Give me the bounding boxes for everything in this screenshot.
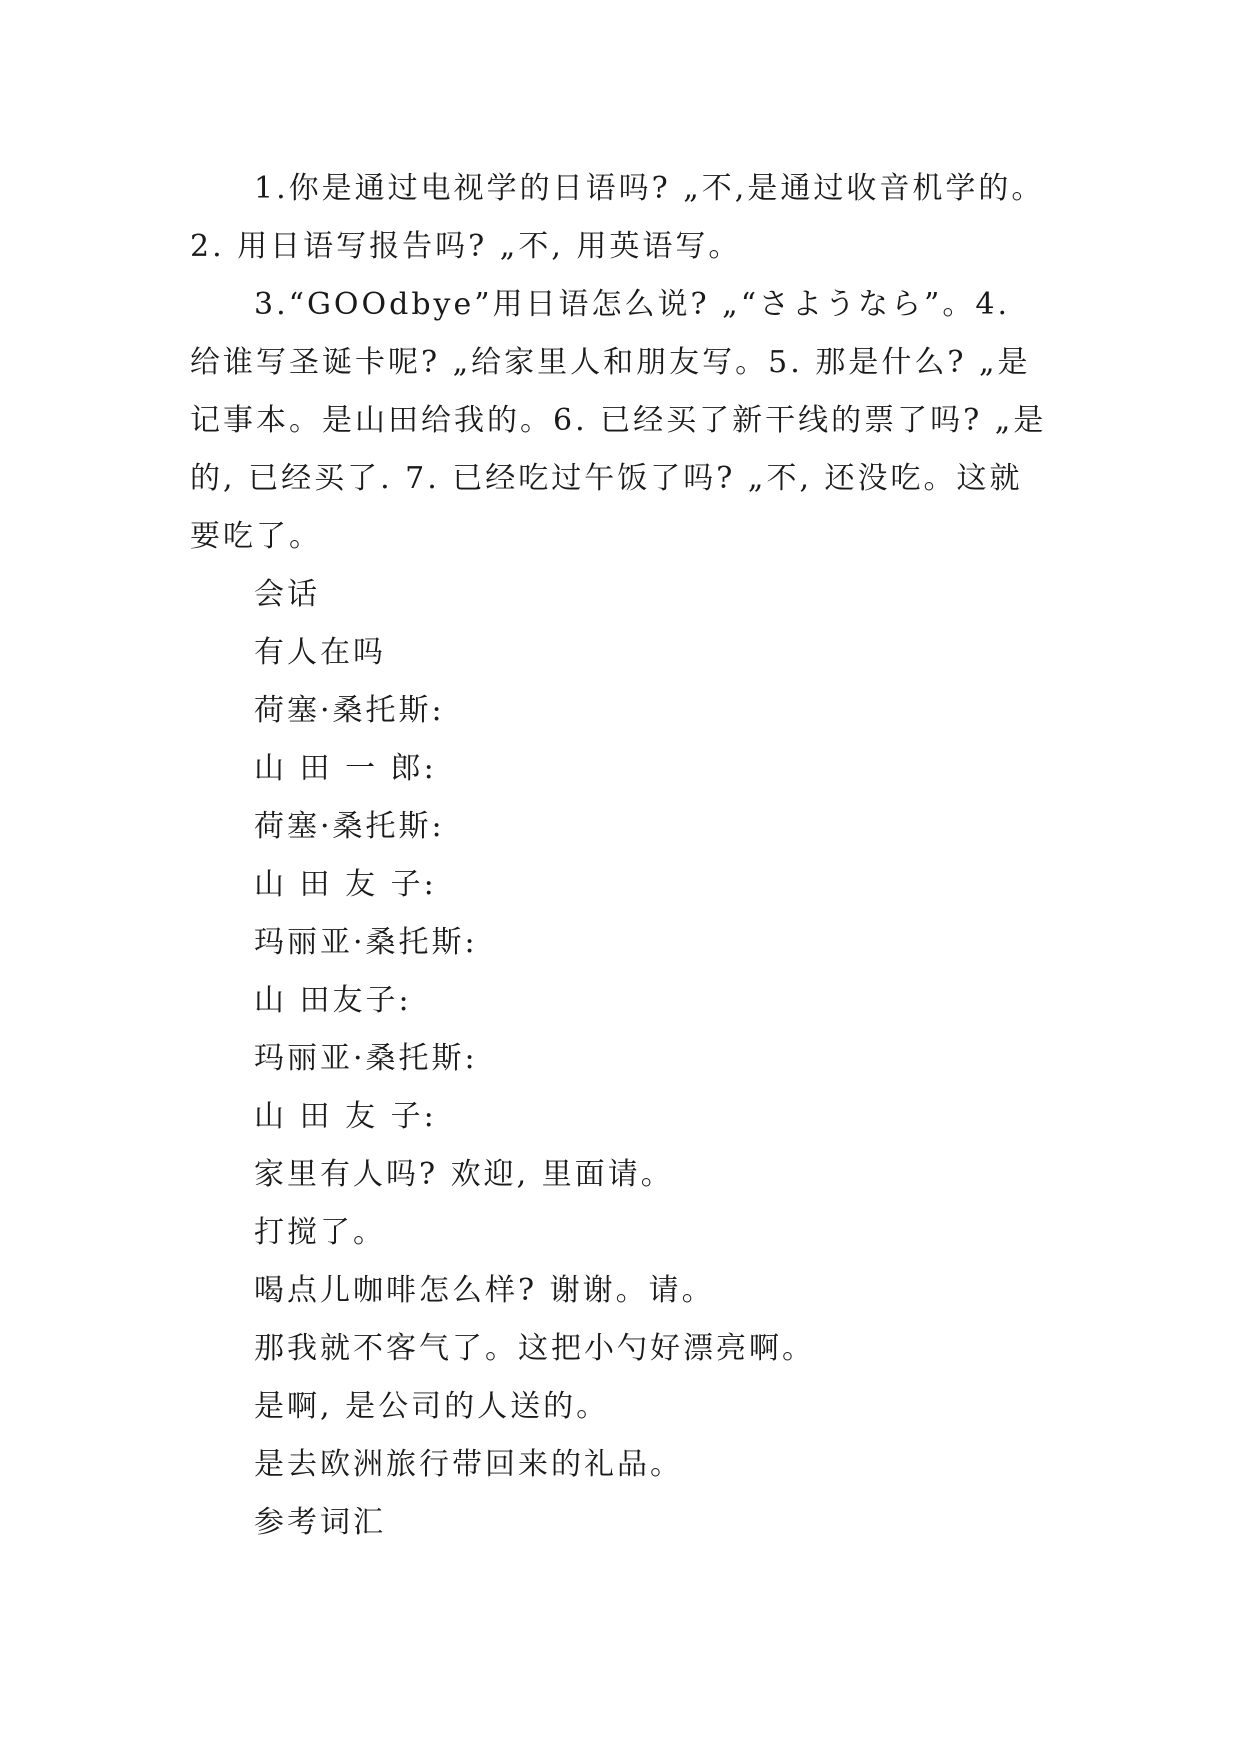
paragraph-exercise-2: 2. 用日语写报告吗? „不, 用英语写。 [190,229,742,264]
speaker-label: 山 田 友 子: [254,867,437,902]
dialogue-line: 打搅了。 [254,1215,386,1250]
dialogue-line: 是去欧洲旅行带回来的礼品。 [254,1447,683,1482]
paragraph-exercises-3-7: 3.“GOOdbye”用日语怎么说? „“さようなら”。4. 给谁写圣诞卡呢? „给家里人和朋友写。5. 那是什么? „是记事本。是山田给我的。6. 已经买了新干线的票了吗? „是的, 已经买了. 7. 已经吃过午饭了吗? „不, 还没吃。这就要吃了。 [190,287,1047,554]
dialogue-line: 是啊, 是公司的人送的。 [254,1389,610,1424]
section-heading-vocabulary: 参考词汇 [254,1505,386,1540]
speaker-label: 荷塞·桑托斯: [254,693,445,728]
dialogue-line: 那我就不客气了。这把小勺好漂亮啊。 [254,1331,815,1366]
dialogue-title: 有人在吗 [254,635,386,670]
dialogue-line: 喝点儿咖啡怎么样? 谢谢。请。 [254,1273,715,1308]
speaker-label: 玛丽亚·桑托斯: [254,925,478,960]
speaker-label: 山 田 友 子: [254,1099,437,1134]
section-heading-conversation: 会话 [254,577,320,612]
speaker-label: 荷塞·桑托斯: [254,809,445,844]
speaker-label: 玛丽亚·桑托斯: [254,1041,478,1076]
speaker-label: 山 田友子: [254,983,412,1018]
dialogue-line: 家里有人吗? 欢迎, 里面请。 [254,1157,674,1192]
document-page [190,160,1050,1552]
speaker-label: 山 田 一 郎: [254,751,437,786]
paragraph-exercise-1: 1.你是通过电视学的日语吗? „不,是通过收音机学的。 [254,171,1045,206]
